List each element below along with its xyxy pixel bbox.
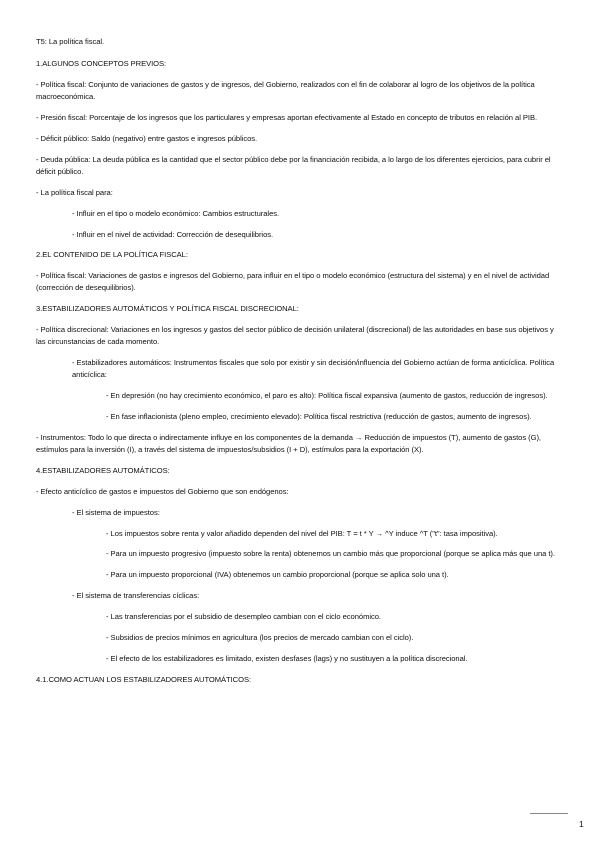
list-item: - Influir en el nivel de actividad: Corrección de desequilibrios. bbox=[72, 229, 274, 239]
list-item: - En fase inflacionista (pleno empleo, crecimiento elevado): Política fiscal restrictiva (reducción de gastos, aumento de ingresos). bbox=[106, 412, 532, 422]
footer-divider bbox=[530, 813, 568, 814]
list-item: - Para un impuesto proporcional (IVA) obtenemos un cambio proporcional (porque se aplica solo una t). bbox=[106, 570, 449, 580]
list-item: - El sistema de impuestos: bbox=[72, 507, 160, 517]
paragraph: - Instrumentos: Todo lo que directa o indirectamente influye en los componentes de la demanda → Reducción de impuestos (T), aumento de gastos (G), estímulos para la inversión (I), a través del sistema de impuestos/subsidios (I + D), estímulos para la exportación (X). bbox=[36, 432, 541, 455]
list-item: - El efecto de los estabilizadores es limitado, existen desfases (lags) y no sustituyen a la política discrecional. bbox=[106, 653, 468, 663]
paragraph: - Déficit público: Saldo (negativo) entre gastos e ingresos públicos. bbox=[36, 133, 258, 143]
list-item: - Estabilizadores automáticos: Instrumentos fiscales que solo por existir y sin decisión/influencia del Gobierno actúan de forma anticíclica. Política anticíclica: bbox=[72, 358, 555, 380]
list-item: - Los impuestos sobre renta y valor añadido dependen del nivel del PIB: T = t * Y → ^Y induce ^T ("t": tasa impositiva). bbox=[106, 528, 498, 538]
document-title: T5: La política fiscal. bbox=[36, 37, 105, 46]
list-item: - Influir en el tipo o modelo económico: Cambios estructurales. bbox=[72, 208, 280, 218]
paragraph: - Política fiscal: Conjunto de variaciones de gastos y de ingresos, del Gobierno, realizados con el fin de colaborar al logro de los objetivos de la política macroeconómica. bbox=[36, 79, 535, 102]
section-heading: 2.EL CONTENIDO DE LA POLÍTICA FISCAL: bbox=[36, 250, 188, 260]
list-item: - Subsidios de precios mínimos en agricultura (los precios de mercado cambian con el ciclo). bbox=[106, 633, 414, 643]
page-number: 1 bbox=[579, 819, 584, 829]
document-body bbox=[36, 36, 558, 695]
section-heading: 4.1.COMO ACTUAN LOS ESTABILIZADORES AUTOMÁTICOS: bbox=[36, 674, 252, 684]
list-item: - Las transferencias por el subsidio de desempleo cambian con el ciclo económico. bbox=[106, 612, 381, 622]
paragraph: - Deuda pública: La deuda pública es la cantidad que el sector público debe por la financiación recibida, a lo largo de los diferentes ejercicios, para cubrir el déficit público. bbox=[36, 154, 551, 176]
list-item: - El sistema de transferencias cíclicas: bbox=[72, 591, 200, 601]
paragraph: - Presión fiscal: Porcentaje de los ingresos que los particulares y empresas aportan efectivamente al Estado en concepto de tributos en relación al PIB. bbox=[36, 112, 538, 122]
section-heading: 1.ALGUNOS CONCEPTOS PREVIOS: bbox=[36, 59, 167, 69]
list-item: - En depresión (no hay crecimiento económico, el paro es alto): Política fiscal expansiva (aumento de gastos, reducción de ingresos). bbox=[106, 391, 548, 401]
paragraph: - Efecto anticíclico de gastos e impuestos del Gobierno que son endógenos: bbox=[36, 486, 289, 496]
paragraph: - Política discrecional: Variaciones en los ingresos y gastos del sector público de decisión unilateral (discrecional) de las autoridades en base sus objetivos y las circunstancias de cada momento. bbox=[36, 325, 554, 347]
list-item: - Para un impuesto progresivo (impuesto sobre la renta) obtenemos un cambio más que proporcional (porque se aplica más que una t). bbox=[106, 549, 555, 559]
paragraph: - La política fiscal para: bbox=[36, 187, 113, 197]
section-heading: 3.ESTABILIZADORES AUTOMÁTICOS Y POLÍTICA FISCAL DISCRECIONAL: bbox=[36, 304, 299, 314]
section-heading: 4.ESTABILIZADORES AUTOMÁTICOS: bbox=[36, 465, 170, 475]
paragraph: - Política fiscal: Variaciones de gastos e ingresos del Gobierno, para influir en el tipo o modelo económico (estructura del sistema) y en el nivel de actividad (corrección de desequilibrios). bbox=[36, 271, 550, 293]
